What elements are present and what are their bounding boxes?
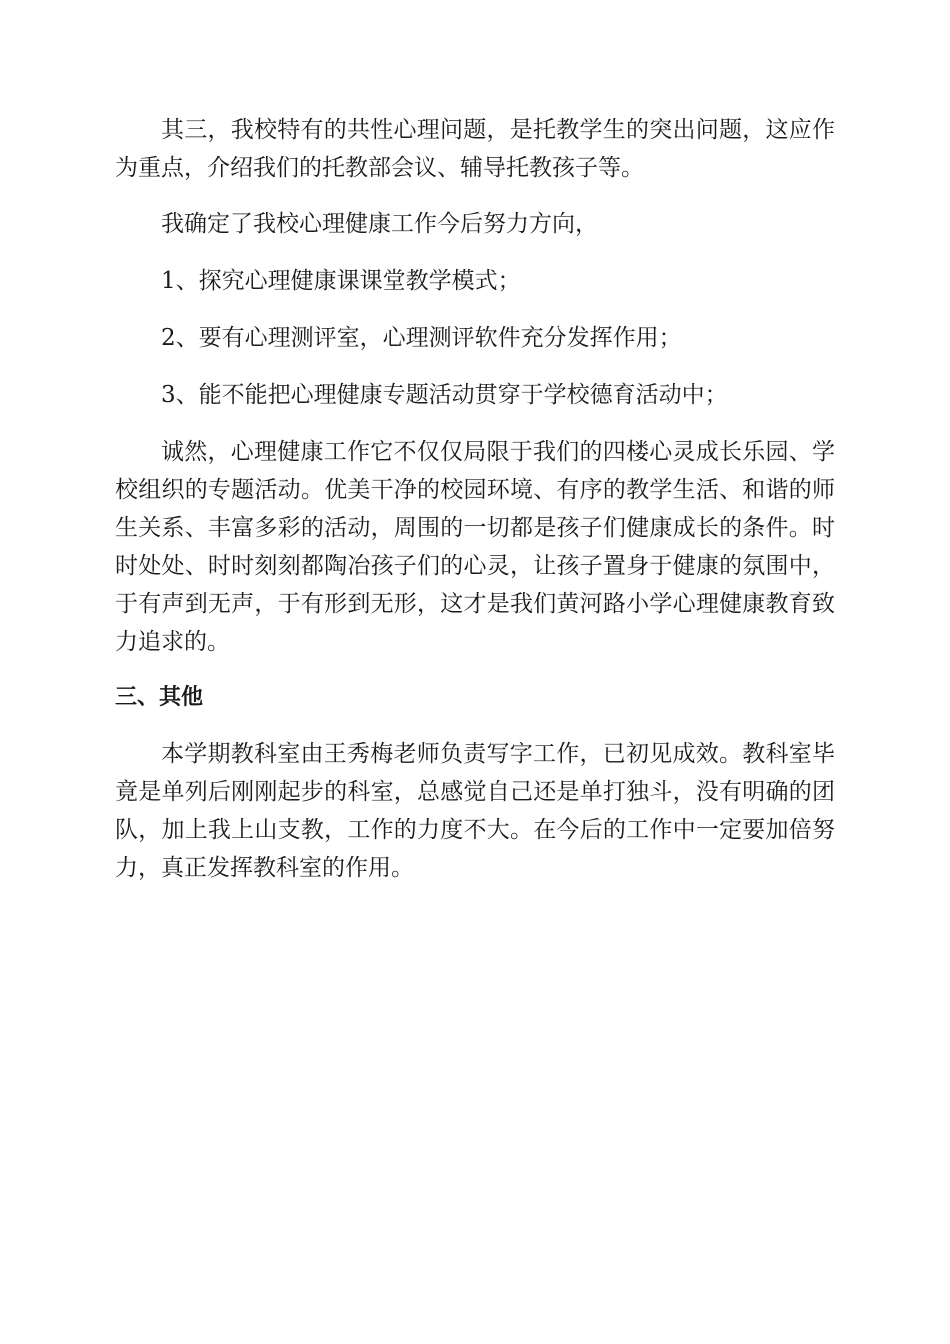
paragraph-research-office: 本学期教科室由王秀梅老师负责写字工作，已初见成效。教科室毕竟是单列后刚刚起步的科室，总感觉自己还是单打独斗，没有明确的团队，加上我上山支教，工作的力度不大。在今后的工作中一定要加倍努力，真正发挥教科室的作用。 bbox=[115, 741, 835, 881]
list-item-3: 3、能不能把心理健康专题活动贯穿于学校德育活动中； bbox=[161, 382, 728, 408]
list-item-1: 1、探究心理健康课课堂教学模式； bbox=[161, 268, 521, 294]
section-heading-other: 三、其他 bbox=[115, 685, 204, 710]
list-item-2: 2、要有心理测评室，心理测评软件充分发挥作用； bbox=[161, 325, 682, 351]
paragraph-third-point: 其三，我校特有的共性心理问题，是托教学生的突出问题，这应作为重点，介绍我们的托教部会议、辅导托教孩子等。 bbox=[115, 117, 835, 181]
paragraph-direction-intro: 我确定了我校心理健康工作今后努力方向， bbox=[161, 211, 598, 237]
paragraph-mental-health-summary: 诚然，心理健康工作它不仅仅局限于我们的四楼心灵成长乐园、学校组织的专题活动。优美干净的校园环境、有序的教学生活、和谐的师生关系、丰富多彩的活动，周围的一切都是孩子们健康成长的条件。时时处处、时时刻刻都陶冶孩子们的心灵，让孩子置身于健康的氛围中，于有声到无声，于有形到无形，这才是我们黄河路小学心理健康教育致力追求的。 bbox=[115, 439, 835, 655]
document-body bbox=[115, 111, 835, 905]
